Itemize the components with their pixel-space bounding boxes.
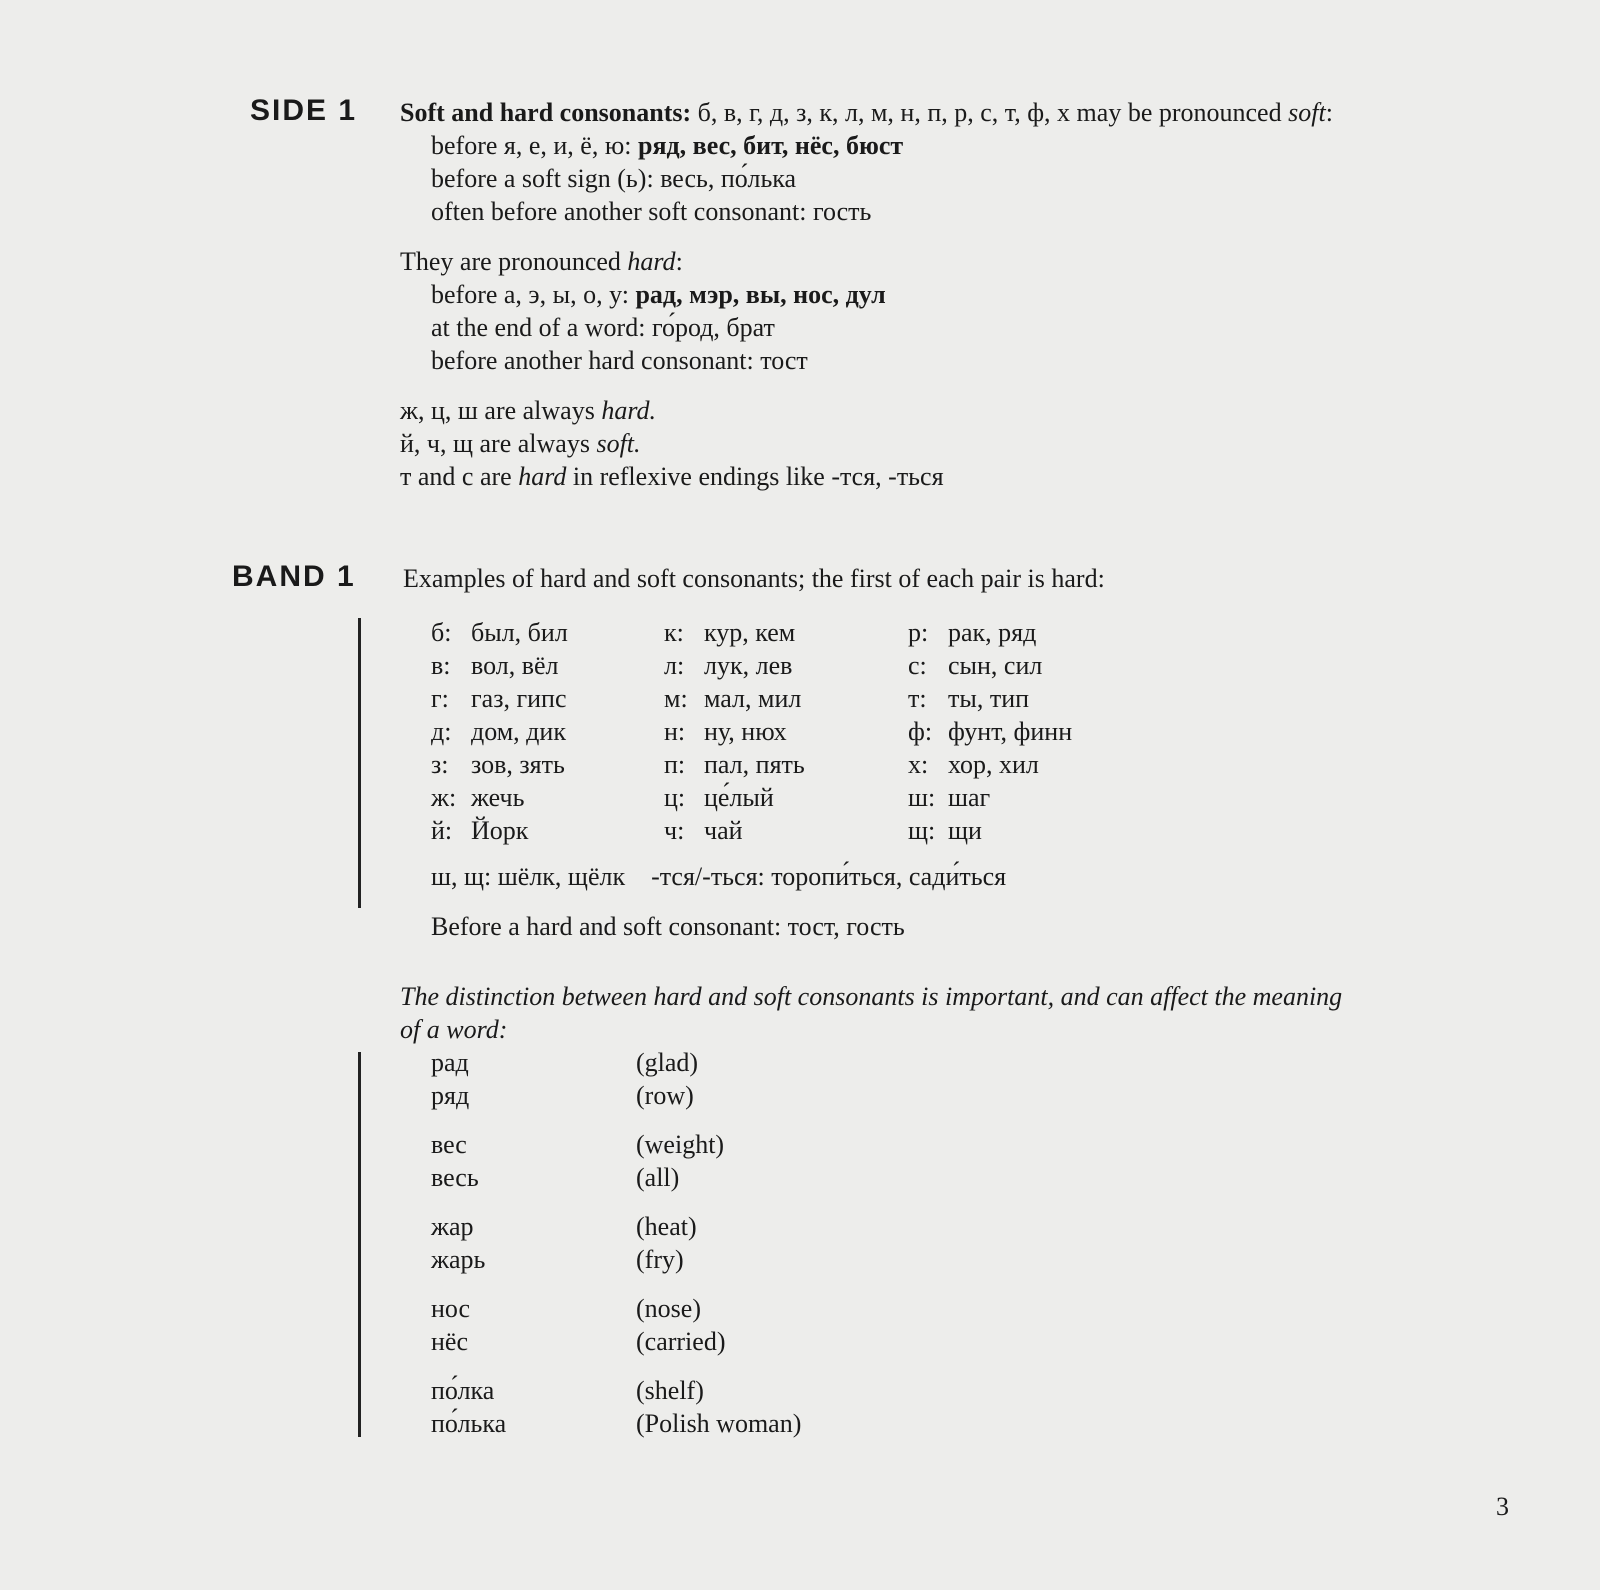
pair-word: рад xyxy=(431,1048,469,1077)
consonant-letter: п: xyxy=(664,750,686,779)
consonant-letter: к: xyxy=(664,618,684,647)
intro-soft: soft xyxy=(1288,98,1326,127)
consonant-examples: Йорк xyxy=(471,816,529,845)
hard-rule xyxy=(431,313,775,343)
consonant-examples: был, бил xyxy=(471,618,568,647)
intro-end: : xyxy=(1325,98,1333,127)
pair-word: по́лка xyxy=(431,1376,495,1405)
hard-rule-examples: тост xyxy=(760,346,808,375)
pair-gloss: (heat) xyxy=(636,1212,697,1241)
consonant-examples: фунт, финн xyxy=(948,717,1073,746)
intro-rest: б, в, г, д, з, к, л, м, н, п, р, с, т, ф, х may be pronounced xyxy=(691,98,1289,127)
consonant-letter: г: xyxy=(431,684,449,713)
hard-intro-colon: : xyxy=(675,247,683,276)
consonant-examples: пал, пять xyxy=(704,750,805,779)
pair-gloss: (fry) xyxy=(636,1245,684,1274)
consonant-letter: ц: xyxy=(664,783,686,812)
always-soft-text: й, ч, щ are always xyxy=(400,429,597,458)
pair-gloss: (all) xyxy=(636,1163,680,1192)
consonant-examples: хор, хил xyxy=(948,750,1039,779)
consonant-examples: ты, тип xyxy=(948,684,1030,713)
reflexive-post: in reflexive endings like -тся, -ться xyxy=(566,462,944,491)
always-hard-line xyxy=(400,396,656,426)
consonant-letter: щ: xyxy=(908,816,936,845)
soft-hard-intro xyxy=(400,98,1333,128)
pair-word: жар xyxy=(431,1212,474,1241)
consonant-letter: н: xyxy=(664,717,686,746)
consonant-letter: з: xyxy=(431,750,449,779)
consonant-letter: б: xyxy=(431,618,452,647)
band-before-line: Before a hard and soft consonant: тост, гость xyxy=(431,912,905,941)
band-extra-line: ш, щ: шёлк, щёлк -тся/-ться: торопи́ться, сади́ться xyxy=(431,862,1007,891)
band-bracket-bar xyxy=(358,618,361,908)
soft-rule-prefix: before я, е, и, ё, ю: xyxy=(431,131,638,160)
hard-intro xyxy=(400,247,683,277)
distinction-bracket-bar xyxy=(358,1052,361,1437)
consonant-examples: лук, лев xyxy=(704,651,793,680)
distinction-intro-2: of a word: xyxy=(400,1015,508,1044)
pair-word: жарь xyxy=(431,1245,486,1274)
page-number: 3 xyxy=(1496,1492,1509,1521)
hard-intro-word: hard xyxy=(627,247,676,276)
reflexive-word: hard xyxy=(518,462,567,491)
band-intro: Examples of hard and soft consonants; the first of each pair is hard: xyxy=(403,564,1105,593)
consonant-letter: д: xyxy=(431,717,452,746)
soft-rule-prefix: often before another soft consonant: xyxy=(431,197,813,226)
hard-rule xyxy=(431,280,886,310)
pair-word: нос xyxy=(431,1294,471,1323)
always-soft-line xyxy=(400,429,641,459)
soft-rule xyxy=(431,131,903,161)
consonant-examples: сын, сил xyxy=(948,651,1043,680)
always-hard-text: ж, ц, ш are always xyxy=(400,396,602,425)
consonant-letter: л: xyxy=(664,651,685,680)
consonant-examples: рак, ряд xyxy=(948,618,1037,647)
reflexive-pre: т and с are xyxy=(400,462,519,491)
consonant-examples: кур, кем xyxy=(704,618,796,647)
soft-rule-prefix: before a soft sign (ь): xyxy=(431,164,661,193)
hard-rule-examples: рад, мэр, вы, нос, дул xyxy=(635,280,886,309)
consonant-examples: газ, гипс xyxy=(471,684,567,713)
reflexive-line xyxy=(400,462,944,492)
distinction-intro-1: The distinction between hard and soft consonants is important, and can affect the meaning xyxy=(400,982,1343,1011)
pair-gloss: (weight) xyxy=(636,1130,725,1159)
consonant-letter: т: xyxy=(908,684,927,713)
consonant-examples: чай xyxy=(704,816,743,845)
intro-bold: Soft and hard consonants: xyxy=(400,98,692,127)
pair-gloss: (Polish woman) xyxy=(636,1409,802,1438)
consonant-examples: це́лый xyxy=(704,783,774,812)
consonant-examples: ну, нюх xyxy=(704,717,787,746)
hard-rule xyxy=(431,346,808,376)
pair-word: вес xyxy=(431,1130,467,1159)
pair-gloss: (shelf) xyxy=(636,1376,704,1405)
consonant-letter: р: xyxy=(908,618,929,647)
always-soft-word: soft. xyxy=(596,429,641,458)
hard-rule-prefix: before another hard consonant: xyxy=(431,346,761,375)
consonant-letter: х: xyxy=(908,750,929,779)
soft-rule-examples: ряд, вес, бит, нёс, бюст xyxy=(638,131,904,160)
side-heading: SIDE 1 xyxy=(250,94,358,127)
soft-rule xyxy=(431,164,796,194)
always-hard-word: hard. xyxy=(601,396,656,425)
consonant-letter: й: xyxy=(431,816,453,845)
hard-intro-text: They are pronounced xyxy=(400,247,628,276)
consonant-letter: ф: xyxy=(908,717,933,746)
consonant-letter: ш: xyxy=(908,783,936,812)
pair-word: весь xyxy=(431,1163,479,1192)
consonant-letter: м: xyxy=(664,684,688,713)
consonant-examples: жечь xyxy=(471,783,525,812)
hard-rule-prefix: at the end of a word: xyxy=(431,313,652,342)
consonant-letter: в: xyxy=(431,651,451,680)
consonant-letter: ж: xyxy=(431,783,457,812)
pair-gloss: (glad) xyxy=(636,1048,699,1077)
soft-rule xyxy=(431,197,871,227)
hard-rule-prefix: before а, э, ы, о, у: xyxy=(431,280,636,309)
consonant-examples: дом, дик xyxy=(471,717,566,746)
consonant-letter: ч: xyxy=(664,816,685,845)
consonant-examples: щи xyxy=(948,816,982,845)
hard-rule-examples: го́род, брат xyxy=(651,313,775,342)
pair-gloss: (row) xyxy=(636,1081,694,1110)
soft-rule-examples: гость xyxy=(812,197,872,226)
pair-gloss: (nose) xyxy=(636,1294,701,1323)
consonant-examples: мал, мил xyxy=(704,684,802,713)
band-heading: BAND 1 xyxy=(232,560,356,593)
consonant-examples: вол, вёл xyxy=(471,651,559,680)
consonant-examples: шаг xyxy=(948,783,991,812)
pair-word: по́лька xyxy=(431,1409,507,1438)
soft-rule-examples: весь, по́лька xyxy=(660,164,797,193)
pair-word: нёс xyxy=(431,1327,468,1356)
pair-gloss: (carried) xyxy=(636,1327,726,1356)
pair-word: ряд xyxy=(431,1081,470,1110)
consonant-examples: зов, зять xyxy=(471,750,565,779)
consonant-letter: с: xyxy=(908,651,927,680)
